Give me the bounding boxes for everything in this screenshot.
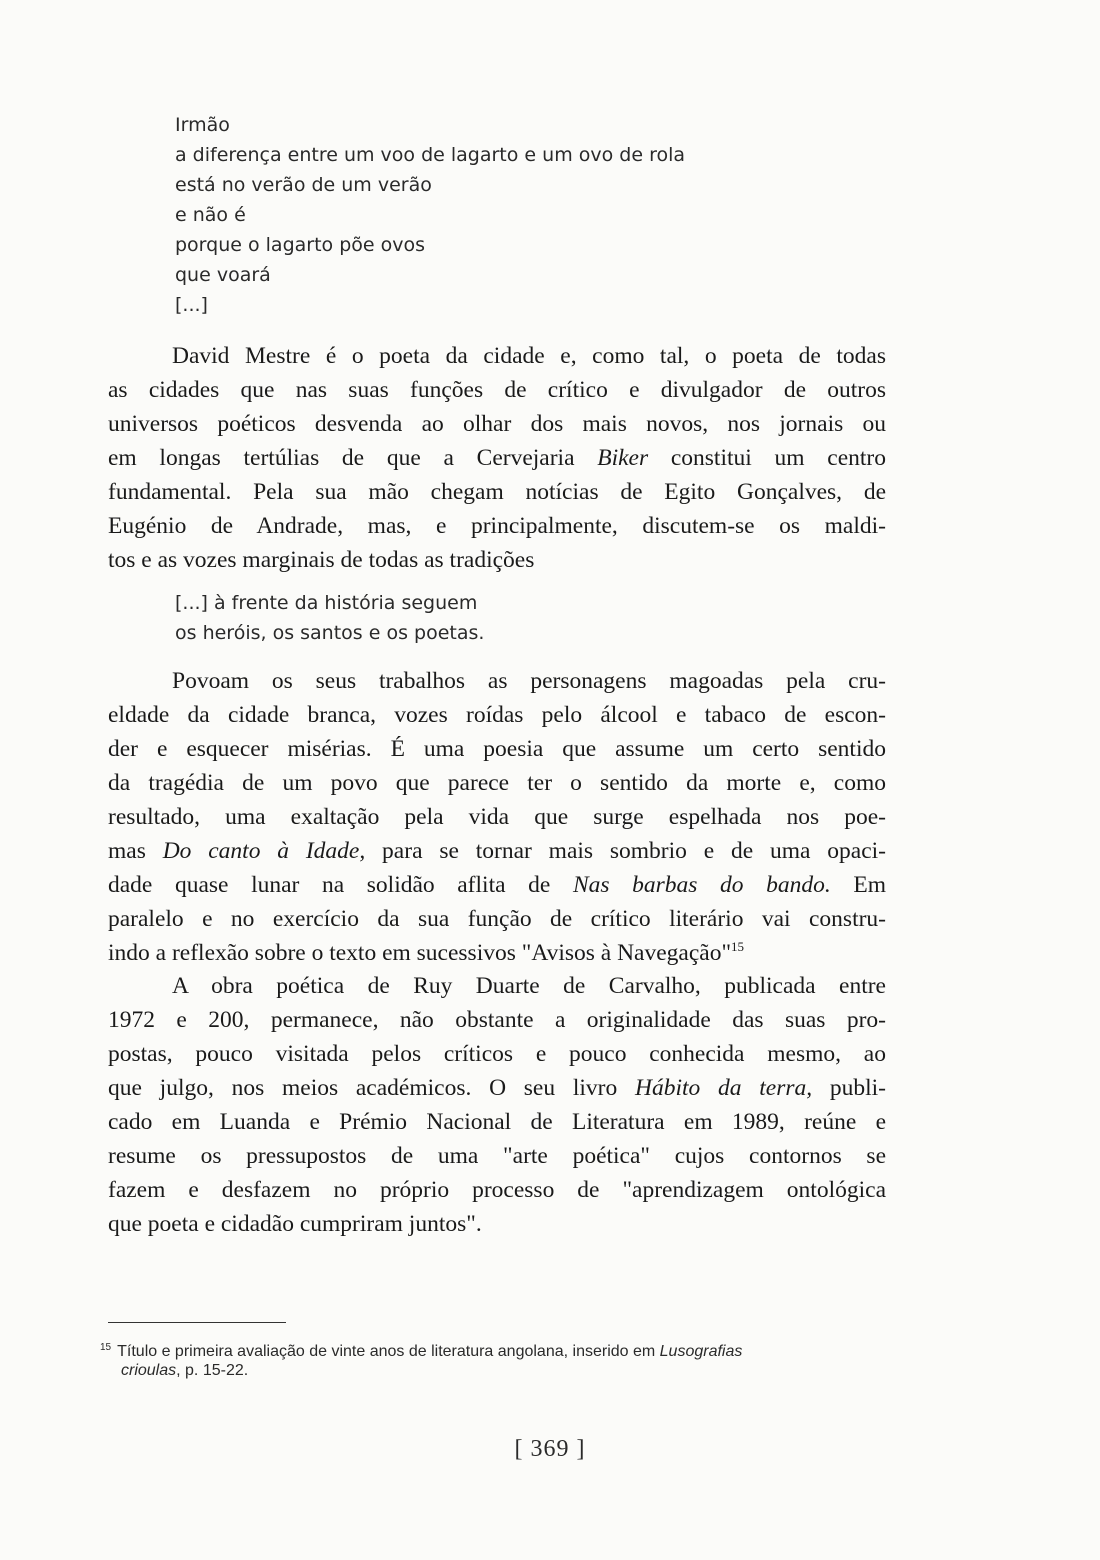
text-span: Em — [830, 872, 886, 898]
italic-title: Do canto à Idade, — [162, 838, 366, 864]
text-line: A obra poética de Ruy Duarte de Carvalho, publicada entre — [172, 973, 886, 999]
footnote-marker: 15 — [100, 1342, 112, 1353]
text-line: as cidades que nas suas funções de crítico e divulgador de outros — [108, 377, 886, 403]
text-line: 1972 e 200, permanece, não obstante a originalidade das suas pro- — [108, 1007, 886, 1033]
text-span: publi- — [812, 1075, 886, 1101]
text-line — [108, 441, 886, 475]
text-line: da tragédia de um povo que parece ter o sentido da morte e, como — [108, 770, 886, 796]
text-span: constitui um centro — [648, 445, 886, 471]
text-line: paralelo e no exercício da sua função de crítico literário vai constru- — [108, 906, 886, 932]
text-line: der e esquecer misérias. É uma poesia que assume um certo sentido — [108, 736, 886, 762]
text-span: dade quase lunar na solidão aflita de — [108, 872, 573, 898]
verse-block — [175, 110, 685, 320]
footnote — [100, 1336, 888, 1382]
paragraph — [108, 969, 886, 1241]
text-line — [108, 868, 886, 902]
text-line: que poeta e cidadão cumpriram juntos". — [108, 1211, 482, 1237]
text-line: postas, pouco visitada pelos críticos e pouco conhecida mesmo, ao — [108, 1041, 886, 1067]
text-line — [108, 834, 886, 868]
text-line: eldade da cidade branca, vozes roídas pelo álcool e tabaco de escon- — [108, 702, 886, 728]
verse-line: está no verão de um verão — [175, 174, 432, 196]
text-line: tos e as vozes marginais de todas as tradições — [108, 547, 535, 573]
text-line: fazem e desfazem no próprio processo de "aprendizagem ontológica — [108, 1177, 886, 1203]
verse-line: [...] à frente da história seguem — [175, 592, 478, 614]
footnote-divider — [108, 1322, 286, 1323]
footnote-line — [100, 1336, 888, 1359]
verse-line: e não é — [175, 204, 246, 226]
text-line: universos poéticos desvenda ao olhar dos mais novos, nos jornais ou — [108, 411, 886, 437]
footnote-reference[interactable]: 15 — [731, 939, 745, 954]
paragraph — [108, 339, 886, 577]
text-span: indo a reflexão sobre o texto em sucessivos "Avisos à Navegação" — [108, 940, 732, 966]
verse-line: Irmão — [175, 114, 230, 136]
italic-title: Nas barbas do bando. — [572, 872, 831, 898]
text-line: fundamental. Pela sua mão chegam notícias de Egito Gonçalves, de — [108, 479, 886, 505]
text-line: cado em Luanda e Prémio Nacional de Literatura em 1989, reúne e — [108, 1109, 886, 1135]
text-span: em longas tertúlias de que a Cervejaria — [108, 445, 598, 471]
paragraph — [108, 664, 886, 970]
page-number: [ 369 ] — [514, 1436, 586, 1462]
verse-line: os heróis, os santos e os poetas. — [175, 622, 485, 644]
verse-line: a diferença entre um voo de lagarto e um ovo de rola — [175, 144, 686, 166]
italic-title: Lusografias — [659, 1343, 743, 1360]
italic-title: Hábito da terra, — [634, 1075, 813, 1101]
text-line — [108, 1071, 886, 1105]
verse-block — [175, 588, 484, 648]
verse-line: porque o lagarto põe ovos — [175, 234, 426, 256]
text-line: Povoam os seus trabalhos as personagens magoadas pela cru- — [172, 668, 886, 694]
text-span: para se tornar mais sombrio e de uma opaci- — [365, 838, 886, 864]
text-span: mas — [108, 838, 163, 864]
italic-title: crioulas — [121, 1362, 177, 1379]
text-line: resume os pressupostos de uma "arte poética" cujos contornos se — [108, 1143, 886, 1169]
text-span: que julgo, nos meios académicos. O seu livro — [108, 1075, 635, 1101]
text-line — [108, 936, 886, 970]
italic-title: Biker — [597, 445, 649, 471]
text-line: resultado, uma exaltação pela vida que surge espelhada nos poe- — [108, 804, 886, 830]
verse-line: [...] — [175, 294, 208, 316]
verse-line: que voará — [175, 264, 271, 286]
text-line: David Mestre é o poeta da cidade e, como tal, o poeta de todas — [172, 343, 886, 369]
text-span: Título e primeira avaliação de vinte anos de literatura angolana, inserido em — [117, 1343, 660, 1360]
text-line: Eugénio de Andrade, mas, e principalmente, discutem-se os maldi- — [108, 513, 886, 539]
footnote-line — [100, 1359, 888, 1382]
text-span: , p. 15-22. — [176, 1362, 249, 1379]
